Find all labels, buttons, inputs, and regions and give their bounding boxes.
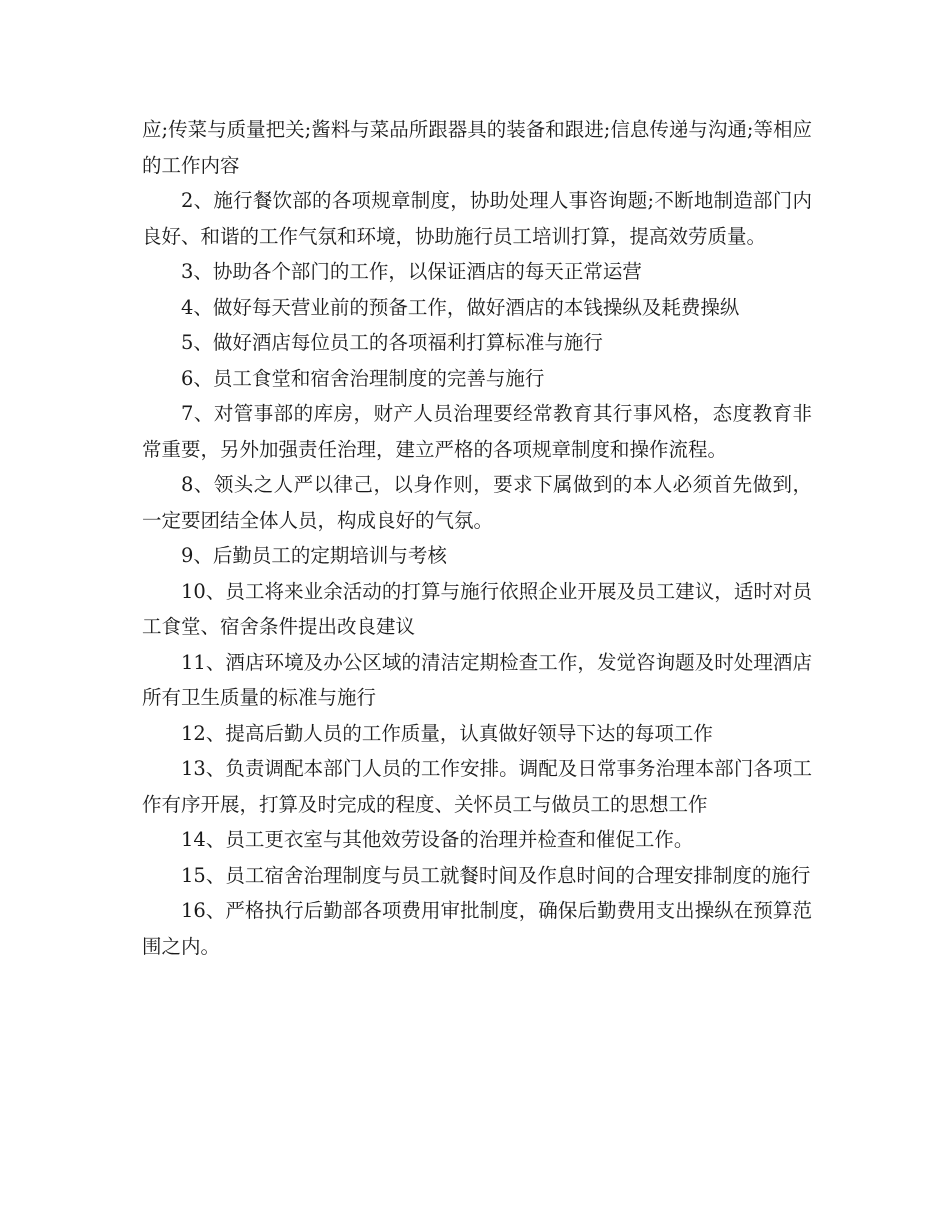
paragraph-10: 10、员工将来业余活动的打算与施行依照企业开展及员工建议，适时对员工食堂、宿舍条件提出改良建议 bbox=[142, 579, 812, 638]
document-body bbox=[142, 112, 812, 964]
paragraph-16: 16、严格执行后勤部各项费用审批制度，确保后勤费用支出操纵在预算范围之内。 bbox=[142, 899, 812, 958]
paragraph-8: 8、领头之人严以律己，以身作则，要求下属做到的本人必须首先做到，一定要团结全体人员，构成良好的气氛。 bbox=[142, 473, 812, 532]
paragraph-12: 12、提高后勤人员的工作质量，认真做好领导下达的每项工作 bbox=[181, 721, 713, 745]
paragraph-5: 5、做好酒店每位员工的各项福利打算标准与施行 bbox=[181, 331, 603, 354]
paragraph-3: 3、协助各个部门的工作，以保证酒店的每天正常运营 bbox=[181, 260, 642, 283]
paragraph-7: 7、对管事部的库房，财产人员治理要经常教育其行事风格，态度教育非常重要，另外加强责任治理，建立严格的各项规章制度和操作流程。 bbox=[142, 402, 812, 461]
paragraph-1: 应;传菜与质量把关;酱料与菜品所跟器具的装备和跟进;信息传递与沟通;等相应的工作内容 bbox=[142, 118, 812, 177]
paragraph-15: 15、员工宿舍治理制度与员工就餐时间及作息时间的合理安排制度的施行 bbox=[181, 863, 811, 887]
paragraph-4: 4、做好每天营业前的预备工作，做好酒店的本钱操纵及耗费操纵 bbox=[181, 295, 740, 319]
paragraph-9: 9、后勤员工的定期培训与考核 bbox=[181, 544, 447, 567]
paragraph-13: 13、负责调配本部门人员的工作安排。调配及日常事务治理本部门各项工作有序开展，打算及时完成的程度、关怀员工与做员工的思想工作 bbox=[142, 757, 812, 816]
paragraph-14: 14、员工更衣室与其他效劳设备的治理并检查和催促工作。 bbox=[181, 828, 694, 851]
paragraph-6: 6、员工食堂和宿舍治理制度的完善与施行 bbox=[181, 366, 545, 390]
paragraph-11: 11、酒店环境及办公区域的清洁定期检查工作，发觉咨询题及时处理酒店所有卫生质量的标准与施行 bbox=[142, 650, 812, 709]
paragraph-2: 2、施行餐饮部的各项规章制度，协助处理人事咨询题;不断地制造部门内良好、和谐的工作气氛和环境，协助施行员工培训打算，提高效劳质量。 bbox=[142, 189, 812, 248]
